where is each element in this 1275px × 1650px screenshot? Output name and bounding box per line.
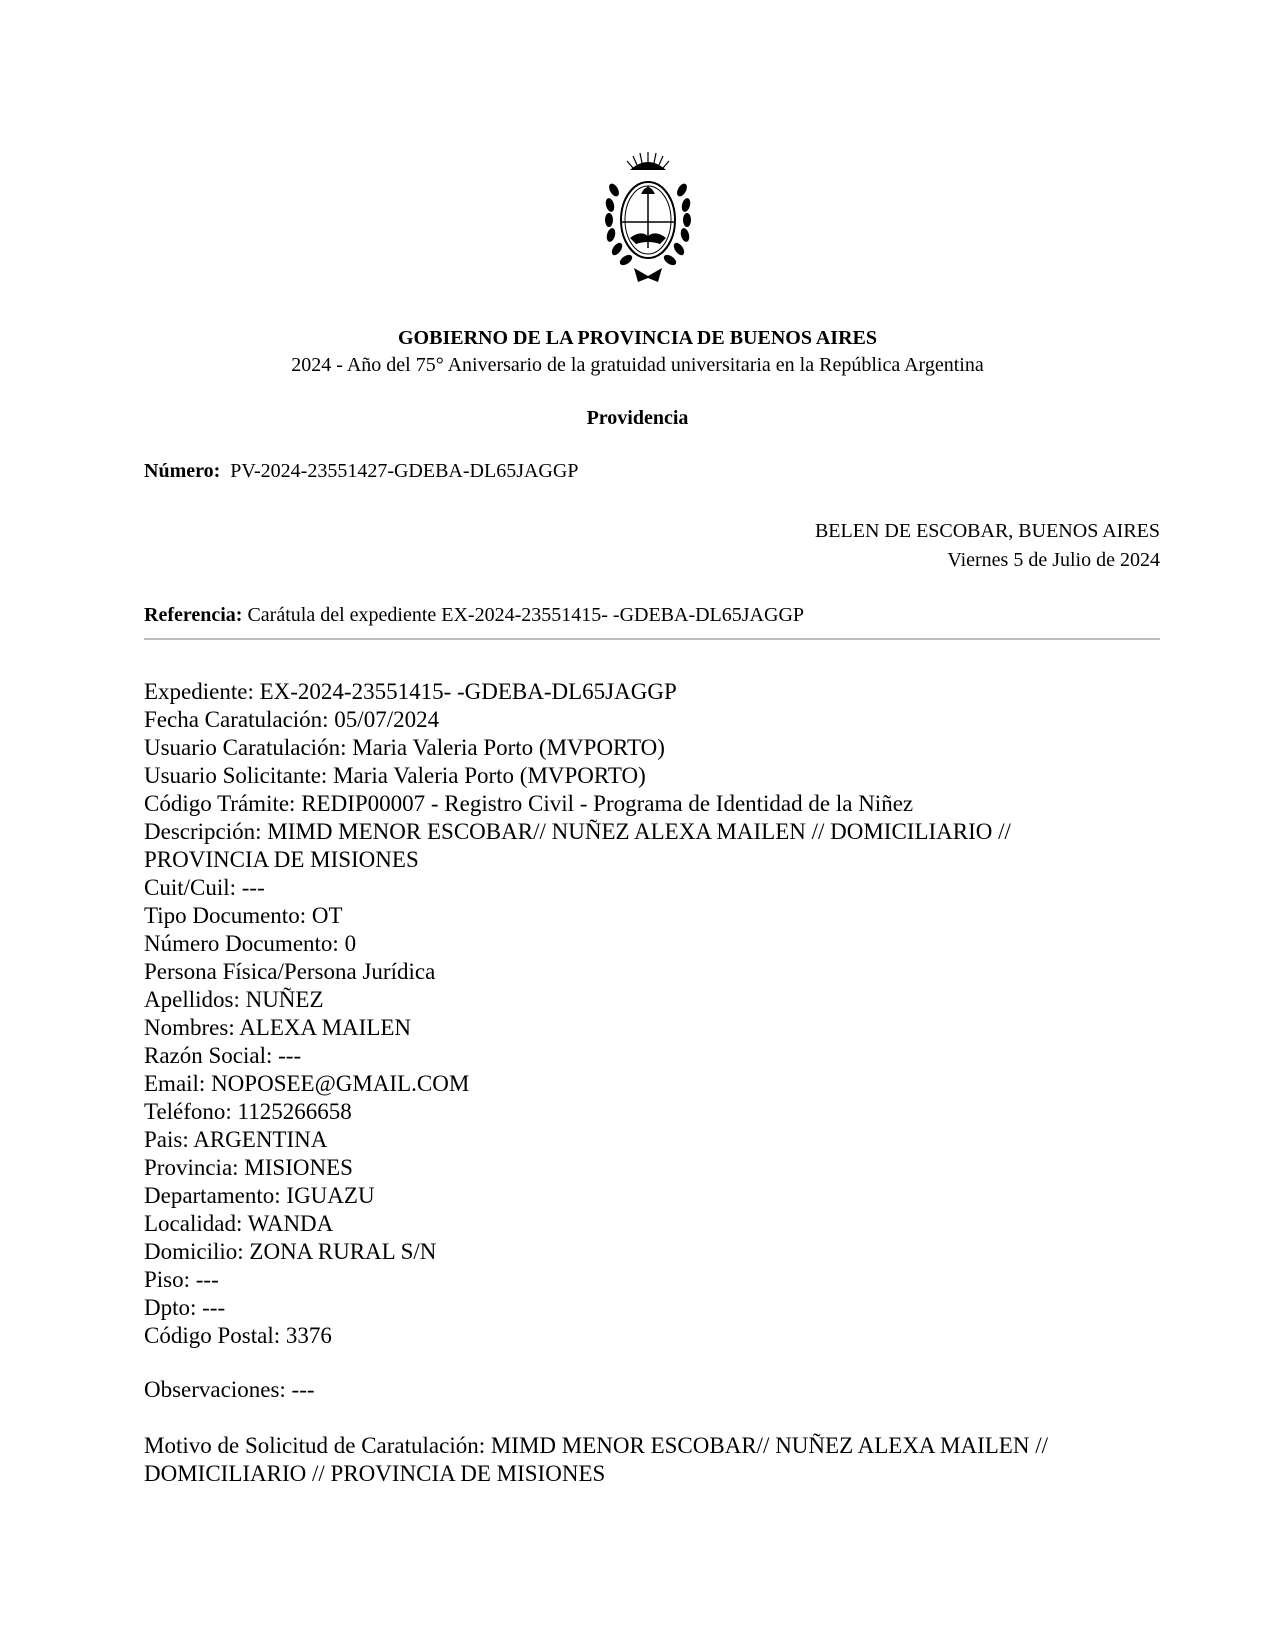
field-line: Razón Social: --- xyxy=(144,1043,302,1068)
place-and-date xyxy=(815,517,1160,575)
field-line: Provincia: MISIONES xyxy=(144,1155,353,1180)
observations: Observaciones: --- xyxy=(144,1377,315,1402)
field-line: Número Documento: 0 xyxy=(144,931,357,956)
field-line: Dpto: --- xyxy=(144,1295,226,1320)
field-line: Cuit/Cuil: --- xyxy=(144,875,265,900)
request-reason-line: DOMICILIARIO // PROVINCIA DE MISIONES xyxy=(144,1461,606,1486)
field-line: Teléfono: 1125266658 xyxy=(144,1099,352,1124)
field-line: Fecha Caratulación: 05/07/2024 xyxy=(144,707,440,732)
place-date: Viernes 5 de Julio de 2024 xyxy=(947,549,1160,571)
field-line: Expediente: EX-2024-23551415- -GDEBA-DL65JAGGP xyxy=(144,679,677,704)
field-line: Localidad: WANDA xyxy=(144,1211,334,1236)
government-title: GOBIERNO DE LA PROVINCIA DE BUENOS AIRES xyxy=(398,327,877,349)
field-line: Email: NOPOSEE@GMAIL.COM xyxy=(144,1071,470,1096)
field-line: Código Postal: 3376 xyxy=(144,1323,332,1348)
field-line: Pais: ARGENTINA xyxy=(144,1127,328,1152)
field-line: Piso: --- xyxy=(144,1267,219,1292)
field-line: Persona Física/Persona Jurídica xyxy=(144,959,436,984)
document-number-value: PV-2024-23551427-GDEBA-DL65JAGGP xyxy=(230,460,579,482)
document-type: Providencia xyxy=(586,407,689,429)
coat-of-arms-icon xyxy=(600,150,696,290)
divider xyxy=(144,638,1160,640)
request-reason xyxy=(144,1432,1048,1488)
document-number-label: Número: xyxy=(144,460,221,482)
field-line: PROVINCIA DE MISIONES xyxy=(144,847,419,872)
reference-value: Carátula del expediente EX-2024-23551415- -GDEBA-DL65JAGGP xyxy=(247,604,805,626)
request-reason-line: Motivo de Solicitud de Caratulación: MIMD MENOR ESCOBAR// NUÑEZ ALEXA MAILEN // xyxy=(144,1433,1048,1458)
field-line: Domicilio: ZONA RURAL S/N xyxy=(144,1239,437,1264)
reference xyxy=(144,603,804,627)
field-line: Apellidos: NUÑEZ xyxy=(144,987,324,1012)
reference-label: Referencia: xyxy=(144,604,243,626)
case-fields xyxy=(144,678,1144,1350)
place-city: BELEN DE ESCOBAR, BUENOS AIRES xyxy=(814,520,1160,542)
field-line: Descripción: MIMD MENOR ESCOBAR// NUÑEZ ALEXA MAILEN // DOMICILIARIO // xyxy=(144,819,1011,844)
field-line: Tipo Documento: OT xyxy=(144,903,343,928)
field-line: Código Trámite: REDIP00007 - Registro Civil - Programa de Identidad de la Niñez xyxy=(144,791,914,816)
document-number xyxy=(144,459,578,483)
field-line: Departamento: IGUAZU xyxy=(144,1183,375,1208)
field-line: Nombres: ALEXA MAILEN xyxy=(144,1015,412,1040)
year-motto: 2024 - Año del 75° Aniversario de la gratuidad universitaria en la República Argentina xyxy=(291,354,984,376)
field-line: Usuario Solicitante: Maria Valeria Porto (MVPORTO) xyxy=(144,763,646,788)
field-line: Usuario Caratulación: Maria Valeria Porto (MVPORTO) xyxy=(144,735,665,760)
